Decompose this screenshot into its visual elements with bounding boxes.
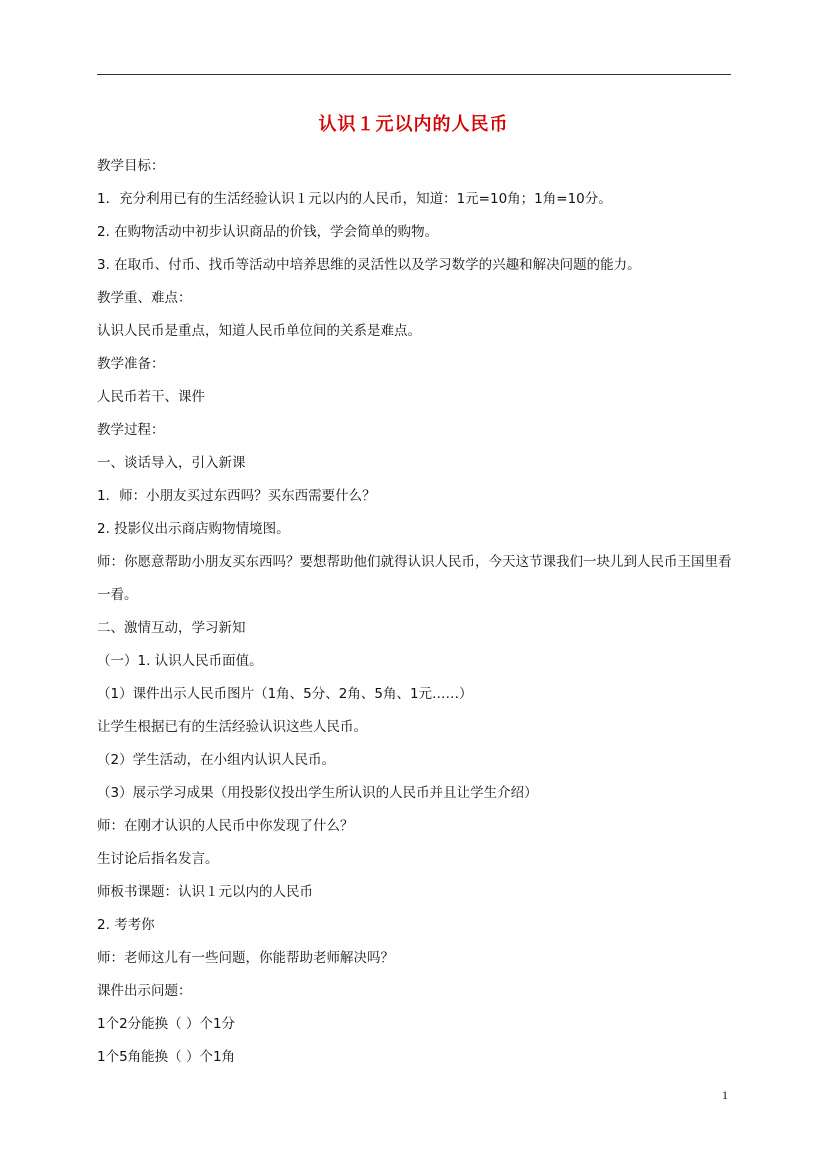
- paragraph: 让学生根据已有的生活经验认识这些人民币。: [97, 719, 367, 735]
- key-points-text: 认识人民币是重点，知道人民币单位间的关系是难点。: [97, 323, 421, 339]
- document-body: [97, 150, 737, 1074]
- paragraph: （3）展示学习成果（用投影仪投出学生所认识的人民币并且让学生介绍）: [97, 785, 538, 801]
- page-number: 1: [722, 1088, 728, 1102]
- objective-1: 1．充分利用已有的生活经验认识１元以内的人民币，知道：1元=10角；1角=10分。: [97, 191, 612, 207]
- paragraph: （1）课件出示人民币图片（1角、5分、2角、5角、1元……）: [97, 686, 473, 702]
- paragraph: 师板书课题：认识１元以内的人民币: [97, 884, 313, 900]
- part-1-heading: 一、谈话导入，引入新课: [97, 455, 246, 471]
- paragraph: 师：在刚才认识的人民币中你发现了什么？: [97, 818, 354, 834]
- exercise-question: 1个5角能换（ ）个1角: [97, 1049, 236, 1065]
- paragraph: 师：老师这儿有一些问题，你能帮助老师解决吗？: [97, 950, 394, 966]
- part-2-heading: 二、激情互动，学习新知: [97, 620, 246, 636]
- paragraph-wrapped: 师：你愿意帮助小朋友买东西吗？要想帮助他们就得认识人民币，今天这节课我们一块儿到人民币王国里看一看。: [97, 554, 732, 603]
- document-title: 认识１元以内的人民币: [318, 114, 509, 135]
- paragraph: 生讨论后指名发言。: [97, 851, 219, 867]
- paragraph: 2. 考考你: [97, 917, 155, 933]
- paragraph: 1．师：小朋友买过东西吗？买东西需要什么？: [97, 488, 376, 504]
- section-heading-key-points: 教学重、难点：: [97, 290, 192, 306]
- paragraph: （2）学生活动，在小组内认识人民币。: [97, 752, 336, 768]
- exercise-question: 1个2分能换（ ）个1分: [97, 1016, 236, 1032]
- paragraph: 2. 投影仪出示商店购物情境图。: [97, 521, 290, 537]
- paragraph: 课件出示问题：: [97, 983, 192, 999]
- objective-2: 2. 在购物活动中初步认识商品的价钱，学会简单的购物。: [97, 224, 439, 240]
- header-rule: [97, 74, 731, 75]
- section-heading-preparation: 教学准备：: [97, 356, 165, 372]
- preparation-text: 人民币若干、课件: [97, 389, 205, 405]
- section-heading-objectives: 教学目标：: [97, 158, 165, 174]
- section-heading-process: 教学过程：: [97, 422, 165, 438]
- objective-3: 3. 在取币、付币、找币等活动中培养思维的灵活性以及学习数学的兴趣和解决问题的能力。: [97, 257, 641, 273]
- paragraph: （一）1. 认识人民币面值。: [97, 653, 263, 669]
